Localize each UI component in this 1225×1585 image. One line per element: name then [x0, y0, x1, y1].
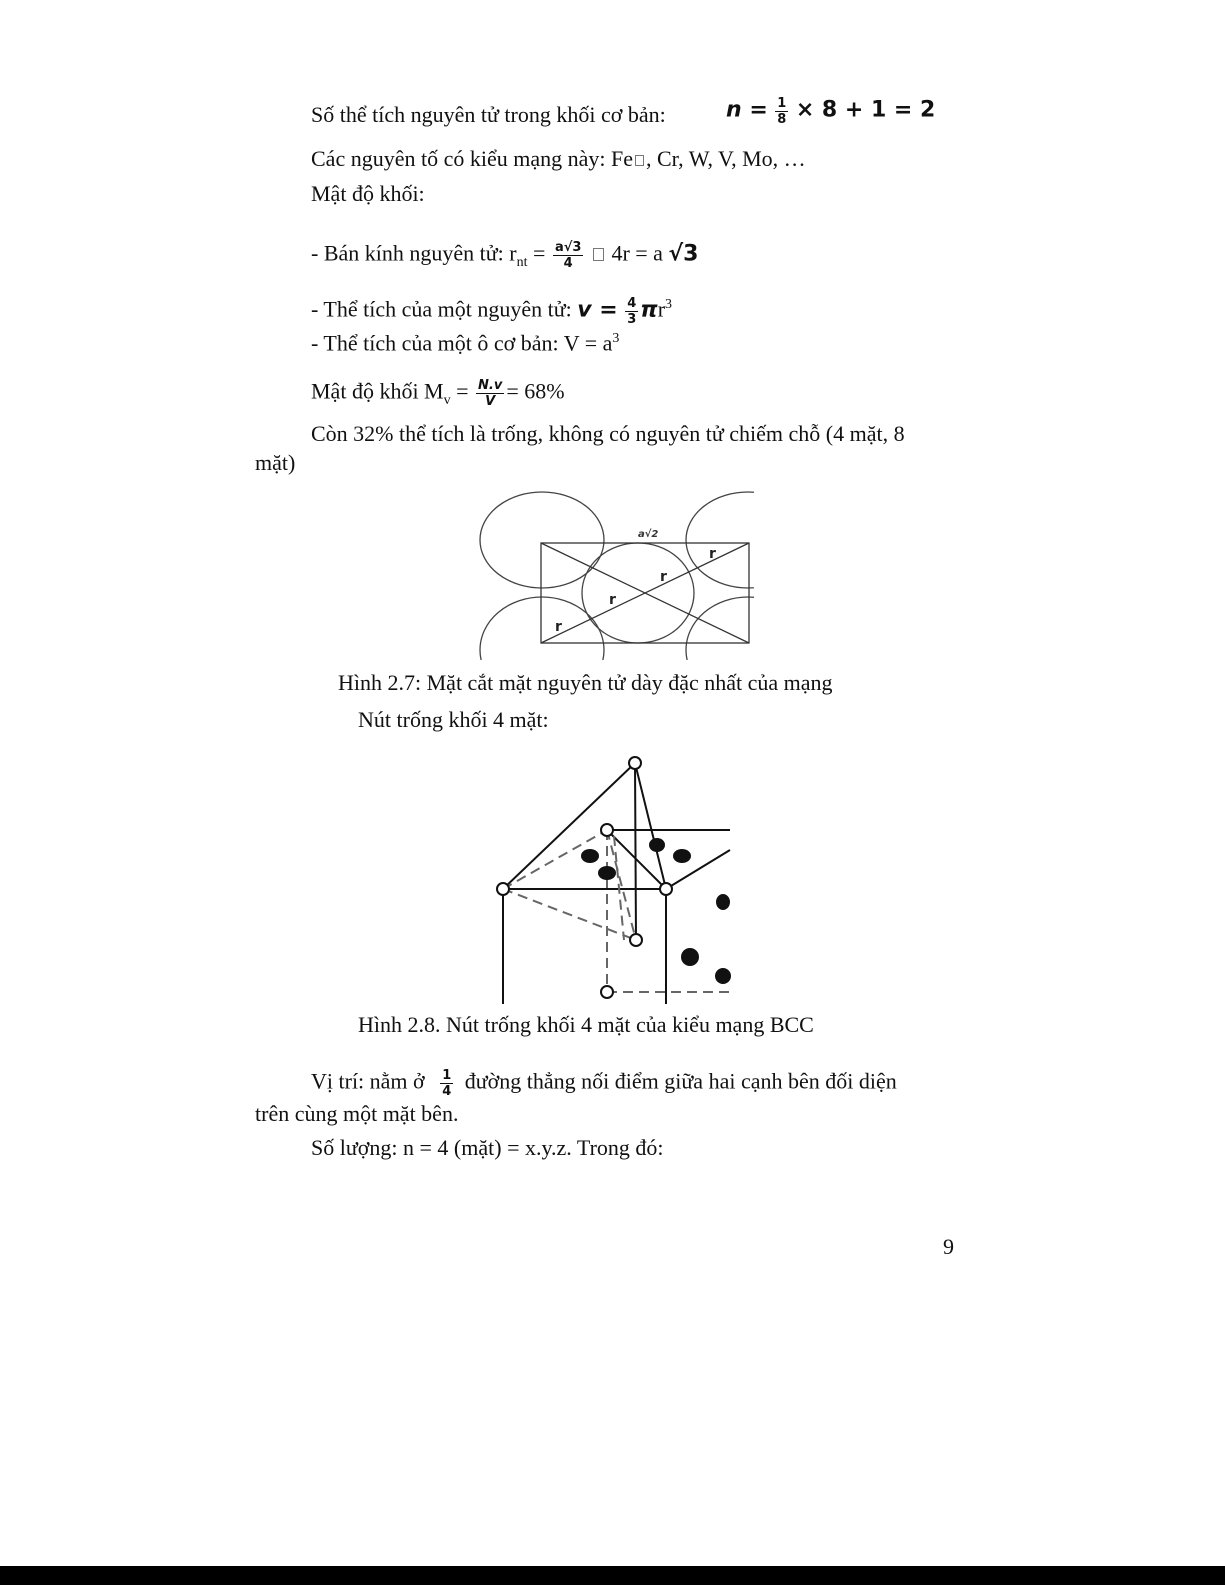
- line-density-formula: Mật độ khối $M_v$ = $\frac{N.v}{V}$ = 68%: [311, 378, 565, 409]
- atom-dot: [598, 866, 616, 880]
- line-cell-volume: - Thể tích của một ô cơ bản: $V = a^3$: [311, 330, 620, 356]
- line-position-cont: trên cùng một mặt bên.: [255, 1101, 459, 1126]
- lattice-node: [497, 883, 509, 895]
- line-position: Vị trí: nằm ở $\frac{1}{4}$ đường thẳng nối điểm giữa hai cạnh bên đối diện: [311, 1068, 897, 1099]
- line-atom-volume: - Thể tích của một nguyên tử: v = $\frac{4}{3}$ $\pi r^3$: [311, 295, 673, 327]
- fraction-a-sqrt3-over-4: $\frac{a√3}{4}$: [554, 240, 582, 271]
- line-tetrahedral-heading: Nút trống khối 4 mặt:: [358, 707, 549, 732]
- line-elements: Các nguyên tố có kiểu mạng này: Fe , Cr, W, V, Mo, …: [311, 146, 806, 171]
- atom-circle: [686, 597, 758, 660]
- fraction-1-4: $\frac{1}{4}$: [442, 1068, 452, 1099]
- lattice-node: [629, 757, 641, 769]
- label-a-sqrt2: a√2: [638, 529, 659, 540]
- bottom-black-bar: [0, 1566, 1225, 1585]
- lattice-node: [660, 883, 672, 895]
- lattice-node: [601, 824, 613, 836]
- atom-dot: [716, 894, 730, 910]
- line-atomic-radius: - Bán kính nguyên tử: $r_{nt}$ = $\frac{a√3}{4}$ 4r = a √3: [311, 240, 699, 271]
- atom-dot: [715, 968, 731, 984]
- line-density-heading: Mật độ khối:: [311, 181, 425, 206]
- line-empty-volume-cont: mặt): [255, 450, 296, 475]
- caption-figure-2-7: Hình 2.7: Mặt cắt mặt nguyên tử dày đặc nhất của mạng: [338, 670, 833, 695]
- line-empty-volume: Còn 32% thể tích là trống, không có nguyên tử chiếm chỗ (4 mặt, 8: [311, 421, 905, 446]
- missing-glyph-box: [593, 248, 604, 261]
- atom-circle: [480, 597, 604, 660]
- fraction-nv-over-v: $\frac{N.v}{V}$: [478, 378, 503, 409]
- figure-2-8-tetrahedral-void-bcc: [490, 752, 735, 1004]
- line-quantity: Số lượng: n = 4 (mặt) = x.y.z. Trong đó:: [311, 1135, 664, 1160]
- atom-dot: [649, 838, 665, 852]
- atom-circle-center: [582, 543, 694, 643]
- fraction-4-3: $\frac{4}{3}$: [627, 295, 637, 327]
- fraction-1-8: $\frac{1}{8}$: [777, 96, 787, 127]
- caption-figure-2-8: Hình 2.8. Nút trống khối 4 mặt của kiểu mạng BCC: [358, 1012, 814, 1037]
- label-r: r: [709, 546, 716, 562]
- sqrt3: √3: [668, 241, 699, 267]
- atom-circle: [686, 492, 758, 588]
- label-r: r: [660, 569, 667, 585]
- lattice-node: [630, 934, 642, 946]
- atom-circle: [480, 492, 604, 588]
- atom-dot: [673, 849, 691, 863]
- label-r: r: [555, 619, 562, 635]
- missing-glyph-box: [635, 155, 644, 166]
- label-r: r: [609, 592, 616, 608]
- atom-count-text: Số thể tích nguyên tử trong khối cơ bản:: [311, 102, 666, 127]
- formula-atom-count: [726, 96, 935, 127]
- formula-n: n =: [726, 97, 768, 123]
- figure-2-7-close-packed-plane: [478, 490, 758, 660]
- atom-dot: [681, 948, 699, 966]
- atom-dot: [581, 849, 599, 863]
- lattice-node: [601, 986, 613, 998]
- line-atom-count: [311, 102, 666, 128]
- page-number: 9: [943, 1234, 954, 1259]
- formula-rest: × 8 + 1 = 2: [795, 97, 936, 123]
